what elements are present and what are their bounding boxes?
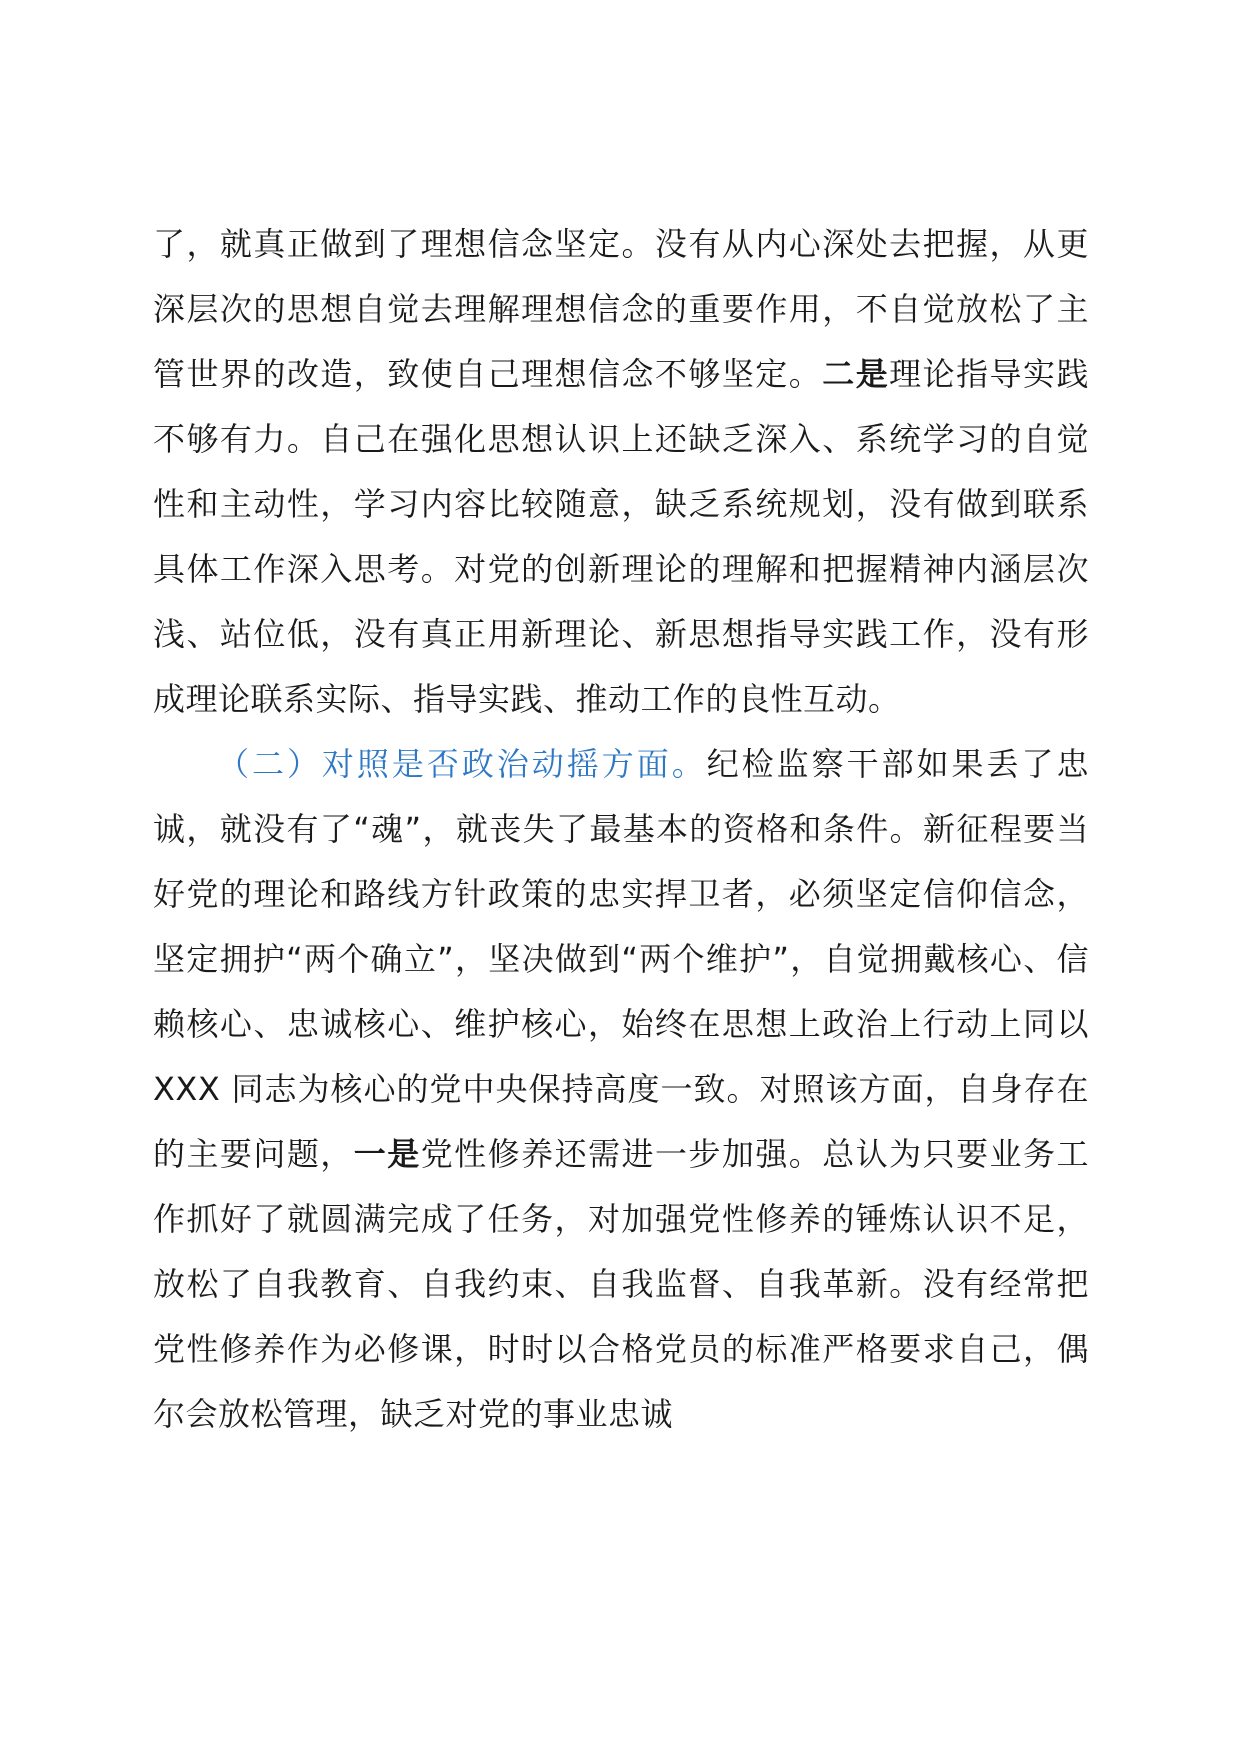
paragraph-section-two	[153, 732, 1089, 1447]
document-body	[153, 212, 1089, 1447]
paragraph-text: 了，就真正做到了理想信念坚定。没有从内心深处去把握，从更深层次的思想自觉去理解理想信念的重要作用，不自觉放松了主管世界的改造，致使自己理想信念不够坚定。	[153, 225, 1089, 393]
paragraph-text: 党性修养还需进一步加强。总认为只要业务工作抓好了就圆满完成了任务，对加强党性修养的锤炼认识不足，放松了自我教育、自我约束、自我监督、自我革新。没有经常把党性修养作为必修课，时时以合格党员的标准严格要求自己，偶尔会放松管理，缺乏对党的事业忠诚	[153, 1135, 1089, 1433]
emphasis-label-second: 二是	[822, 355, 890, 393]
paragraph-continuation	[153, 212, 1089, 732]
emphasis-label-first: 一是	[353, 1135, 421, 1173]
paragraph-text: 纪检监察干部如果丢了忠诚，就没有了“魂”，就丧失了最基本的资格和条件。新征程要当好党的理论和路线方针政策的忠实捍卫者，必须坚定信仰信念，坚定拥护“两个确立”，坚决做到“两个维护”，自觉拥戴核心、信赖核心、忠诚核心、维护核心，始终在思想上政治上行动上同以 XXX 同志为核心的党中央保持高度一致。对照该方面，自身存在的主要问题，	[153, 745, 1089, 1173]
section-heading: （二）对照是否政治动摇方面。	[217, 745, 707, 783]
paragraph-text: 理论指导实践不够有力。自己在强化思想认识上还缺乏深入、系统学习的自觉性和主动性，学习内容比较随意，缺乏系统规划，没有做到联系具体工作深入思考。对党的创新理论的理解和把握精神内涵层次浅、站位低，没有真正用新理论、新思想指导实践工作，没有形成理论联系实际、指导实践、推动工作的良性互动。	[153, 355, 1089, 718]
